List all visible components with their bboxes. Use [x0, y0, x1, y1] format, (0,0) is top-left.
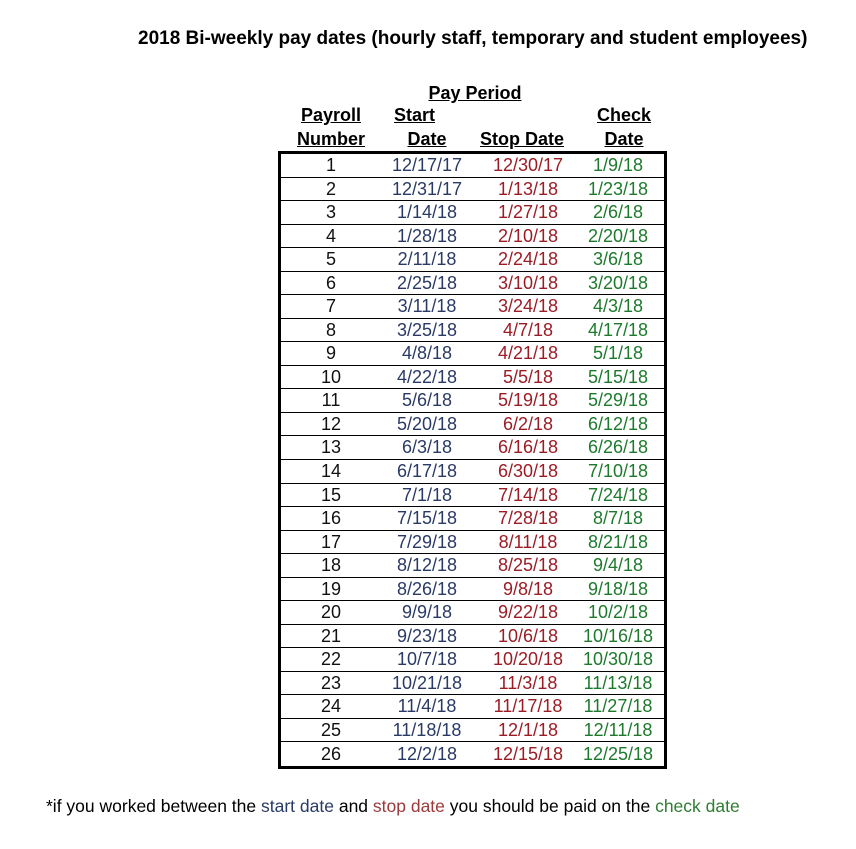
stop-date-cell: 5/5/18 — [502, 366, 554, 387]
table-row — [281, 248, 664, 272]
stop-date-cell: 6/2/18 — [502, 413, 554, 434]
check-date-cell: 3/6/18 — [592, 249, 644, 270]
table-row — [281, 719, 664, 743]
table-row — [281, 319, 664, 343]
payroll-number-cell: 20 — [320, 602, 342, 623]
payroll-number-cell: 17 — [320, 531, 342, 552]
check-date-cell: 7/10/18 — [587, 461, 649, 482]
check-date-cell: 4/3/18 — [592, 296, 644, 317]
payroll-number-cell: 18 — [320, 555, 342, 576]
payroll-number-cell: 26 — [320, 743, 342, 764]
header-pay-period: Pay Period — [428, 83, 522, 103]
check-date-cell: 11/27/18 — [583, 696, 653, 717]
start-date-cell: 5/20/18 — [396, 413, 458, 434]
payroll-number-cell: 5 — [325, 249, 336, 270]
table-row — [281, 554, 664, 578]
stop-date-cell: 6/16/18 — [497, 437, 559, 458]
check-date-cell: 9/18/18 — [587, 578, 649, 599]
stop-date-cell: 12/1/18 — [497, 719, 559, 740]
payroll-number-cell: 2 — [325, 178, 336, 199]
table-row — [281, 178, 664, 202]
table-row — [281, 201, 664, 225]
table-row — [281, 295, 664, 319]
check-date-cell: 8/7/18 — [592, 508, 644, 529]
footnote-check-date: check date — [655, 796, 740, 816]
footnote — [46, 796, 740, 817]
payroll-number-cell: 10 — [320, 366, 342, 387]
check-date-cell: 1/23/18 — [587, 178, 649, 199]
start-date-cell: 1/14/18 — [396, 202, 458, 223]
table-row — [281, 154, 664, 178]
check-date-cell: 9/4/18 — [592, 555, 644, 576]
stop-date-cell: 11/17/18 — [493, 696, 563, 717]
table-row — [281, 695, 664, 719]
page-title: 2018 Bi-weekly pay dates (hourly staff, temporary and student employees) — [138, 28, 808, 49]
start-date-cell: 11/4/18 — [397, 696, 457, 717]
payroll-number-cell: 15 — [320, 484, 342, 505]
pay-dates-table — [278, 151, 667, 769]
table-row — [281, 366, 664, 390]
start-date-cell: 10/7/18 — [396, 649, 458, 670]
table-row — [281, 625, 664, 649]
check-date-cell: 4/17/18 — [587, 319, 649, 340]
stop-date-cell: 3/10/18 — [497, 272, 559, 293]
check-date-cell: 5/1/18 — [592, 343, 644, 364]
payroll-number-cell: 4 — [325, 225, 336, 246]
footnote-text-3: you should be paid on the — [444, 796, 656, 816]
stop-date-cell: 5/19/18 — [497, 390, 559, 411]
payroll-number-cell: 13 — [320, 437, 342, 458]
payroll-number-cell: 25 — [320, 719, 342, 740]
footnote-stop-date: stop date — [372, 796, 445, 816]
start-date-cell: 2/11/18 — [397, 249, 457, 270]
start-date-cell: 5/6/18 — [401, 390, 453, 411]
header-stop-date: Stop Date — [479, 129, 564, 149]
start-date-cell: 3/11/18 — [397, 296, 457, 317]
start-date-cell: 10/21/18 — [391, 672, 463, 693]
payroll-number-cell: 3 — [325, 202, 336, 223]
table-row — [281, 578, 664, 602]
stop-date-cell: 2/24/18 — [497, 249, 559, 270]
start-date-cell: 4/8/18 — [401, 343, 453, 364]
table-row — [281, 225, 664, 249]
check-date-cell: 11/13/18 — [583, 672, 653, 693]
stop-date-cell: 9/22/18 — [497, 602, 559, 623]
start-date-cell: 9/23/18 — [396, 625, 458, 646]
table-row — [281, 342, 664, 366]
check-date-cell: 2/6/18 — [592, 202, 644, 223]
header-check-date: Date — [604, 129, 644, 149]
start-date-cell: 12/31/17 — [391, 178, 463, 199]
payroll-number-cell: 9 — [325, 343, 336, 364]
stop-date-cell: 7/28/18 — [497, 508, 559, 529]
check-date-cell: 5/29/18 — [587, 390, 649, 411]
stop-date-cell: 12/15/18 — [492, 743, 564, 764]
payroll-number-cell: 24 — [320, 696, 342, 717]
payroll-number-cell: 6 — [325, 272, 336, 293]
stop-date-cell: 8/11/18 — [498, 531, 558, 552]
check-date-cell: 12/11/18 — [583, 719, 653, 740]
stop-date-cell: 3/24/18 — [497, 296, 559, 317]
stop-date-cell: 12/30/17 — [492, 155, 564, 175]
start-date-cell: 6/17/18 — [396, 461, 458, 482]
stop-date-cell: 11/3/18 — [498, 672, 558, 693]
stop-date-cell: 6/30/18 — [497, 461, 559, 482]
stop-date-cell: 10/20/18 — [492, 649, 564, 670]
header-check: Check — [596, 105, 652, 125]
payroll-number-cell: 8 — [325, 319, 336, 340]
check-date-cell: 6/12/18 — [587, 413, 649, 434]
start-date-cell: 3/25/18 — [396, 319, 458, 340]
table-row — [281, 531, 664, 555]
check-date-cell: 3/20/18 — [587, 272, 649, 293]
payroll-number-cell: 11 — [321, 390, 341, 411]
stop-date-cell: 8/25/18 — [497, 555, 559, 576]
start-date-cell: 6/3/18 — [401, 437, 453, 458]
check-date-cell: 10/16/18 — [582, 625, 654, 646]
payroll-number-cell: 12 — [320, 413, 342, 434]
header-start-date: Date — [407, 129, 447, 149]
stop-date-cell: 2/10/18 — [497, 225, 559, 246]
stop-date-cell: 4/21/18 — [497, 343, 559, 364]
start-date-cell: 7/1/18 — [401, 484, 453, 505]
start-date-cell: 12/17/17 — [391, 155, 463, 175]
table-row — [281, 460, 664, 484]
header-start: Start — [394, 105, 436, 125]
table-row — [281, 413, 664, 437]
payroll-number-cell: 14 — [320, 461, 342, 482]
check-date-cell: 5/15/18 — [587, 366, 649, 387]
check-date-cell: 10/30/18 — [582, 649, 654, 670]
stop-date-cell: 1/13/18 — [497, 178, 559, 199]
footnote-start-date: start date — [261, 796, 334, 816]
start-date-cell: 7/15/18 — [396, 508, 458, 529]
table-row — [281, 601, 664, 625]
payroll-number-cell: 21 — [320, 625, 342, 646]
payroll-number-cell: 7 — [325, 296, 336, 317]
payroll-number-cell: 23 — [320, 672, 342, 693]
check-date-cell: 2/20/18 — [587, 225, 649, 246]
payroll-number-cell: 1 — [325, 155, 336, 175]
table-row — [281, 389, 664, 413]
start-date-cell: 2/25/18 — [396, 272, 458, 293]
stop-date-cell: 10/6/18 — [497, 625, 559, 646]
check-date-cell: 8/21/18 — [587, 531, 649, 552]
stop-date-cell: 4/7/18 — [502, 319, 554, 340]
check-date-cell: 7/24/18 — [587, 484, 649, 505]
start-date-cell: 12/2/18 — [396, 743, 458, 764]
payroll-number-cell: 19 — [320, 578, 342, 599]
table-row — [281, 672, 664, 696]
table-row — [281, 436, 664, 460]
check-date-cell: 1/9/18 — [592, 155, 644, 175]
table-row — [281, 743, 664, 767]
table-row — [281, 484, 664, 508]
start-date-cell: 9/9/18 — [401, 602, 453, 623]
stop-date-cell: 7/14/18 — [497, 484, 559, 505]
table-row — [281, 648, 664, 672]
start-date-cell: 8/26/18 — [396, 578, 458, 599]
check-date-cell: 10/2/18 — [587, 602, 649, 623]
check-date-cell: 12/25/18 — [582, 743, 654, 764]
stop-date-cell: 1/27/18 — [497, 202, 559, 223]
check-date-cell: 6/26/18 — [587, 437, 649, 458]
start-date-cell: 7/29/18 — [396, 531, 458, 552]
start-date-cell: 4/22/18 — [396, 366, 458, 387]
payroll-number-cell: 22 — [320, 649, 342, 670]
start-date-cell: 1/28/18 — [396, 225, 458, 246]
table-row — [281, 272, 664, 296]
start-date-cell: 11/18/18 — [392, 719, 462, 740]
start-date-cell: 8/12/18 — [396, 555, 458, 576]
payroll-number-cell: 16 — [320, 508, 342, 529]
header-payroll: Payroll — [300, 105, 362, 125]
header-number: Number — [296, 129, 365, 149]
footnote-text-1: *if you worked between the — [46, 796, 261, 816]
stop-date-cell: 9/8/18 — [502, 578, 554, 599]
table-row — [281, 507, 664, 531]
footnote-text-2: and — [333, 796, 373, 816]
